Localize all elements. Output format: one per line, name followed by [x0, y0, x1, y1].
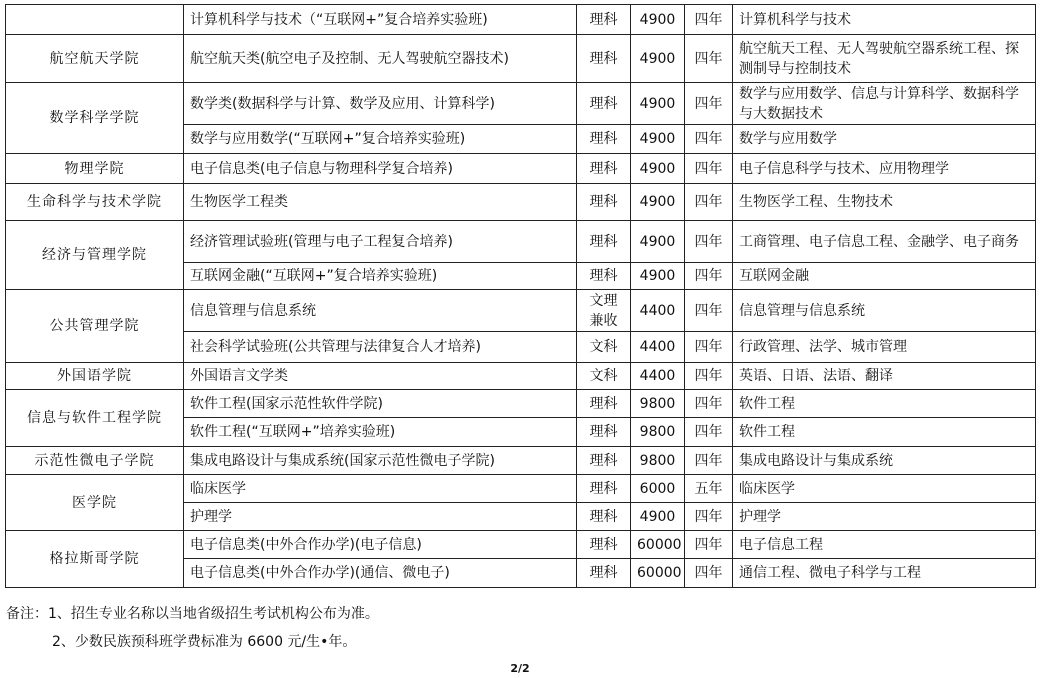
fee-cell: 4900 [631, 154, 685, 184]
table-row [6, 5, 1036, 35]
college-cell: 医学院 [6, 475, 184, 531]
target-majors-cell: 航空航天工程、无人驾驶航空器系统工程、探测制导与控制技术 [733, 35, 1036, 83]
subject-cell: 理科 [577, 531, 631, 559]
college-cell: 格拉斯哥学院 [6, 531, 184, 588]
duration-cell: 四年 [685, 35, 733, 83]
college-cell: 公共管理学院 [6, 290, 184, 363]
duration-cell: 四年 [685, 154, 733, 184]
subject-cell: 理科 [577, 559, 631, 588]
duration-cell: 四年 [685, 184, 733, 221]
college-cell: 生命科学与技术学院 [6, 184, 184, 221]
fee-cell: 60000 [631, 531, 685, 559]
duration-cell: 五年 [685, 475, 733, 503]
table-row [6, 221, 1036, 263]
table-row [6, 390, 1036, 418]
subject-cell: 理科 [577, 184, 631, 221]
majors-table [5, 4, 1036, 588]
college-cell: 外国语学院 [6, 363, 184, 390]
footnotes [6, 600, 379, 656]
subject-cell: 理科 [577, 503, 631, 531]
subject-cell: 文科 [577, 363, 631, 390]
major-cell: 数学与应用数学(“互联网+”复合培养实验班) [184, 125, 577, 154]
subject-cell: 理科 [577, 447, 631, 475]
table-row [6, 475, 1036, 503]
major-cell: 软件工程(国家示范性软件学院) [184, 390, 577, 418]
subject-cell: 理科 [577, 83, 631, 125]
footnote-line: 2、少数民族预科班学费标准为 6600 元/生•年。 [52, 634, 357, 650]
fee-cell: 6000 [631, 475, 685, 503]
major-cell: 数学类(数据科学与计算、数学及应用、计算科学) [184, 83, 577, 125]
subject-cell: 理科 [577, 390, 631, 418]
major-cell: 临床医学 [184, 475, 577, 503]
subject-cell: 文理兼收 [577, 290, 631, 332]
subject-cell: 理科 [577, 5, 631, 35]
major-cell: 集成电路设计与集成系统(国家示范性微电子学院) [184, 447, 577, 475]
major-cell: 航空航天类(航空电子及控制、无人驾驶航空器技术) [184, 35, 577, 83]
major-cell: 信息管理与信息系统 [184, 290, 577, 332]
table-row [6, 531, 1036, 559]
target-majors-cell: 信息管理与信息系统 [733, 290, 1036, 332]
page-number: 2/2 [510, 662, 530, 675]
target-majors-cell: 临床医学 [733, 475, 1036, 503]
table-row [6, 83, 1036, 125]
table-row [6, 35, 1036, 83]
duration-cell: 四年 [685, 503, 733, 531]
major-cell: 电子信息类(中外合作办学)(电子信息) [184, 531, 577, 559]
fee-cell: 4900 [631, 184, 685, 221]
target-majors-cell: 软件工程 [733, 418, 1036, 447]
major-cell: 互联网金融(“互联网+”复合培养实验班) [184, 263, 577, 290]
major-cell: 电子信息类(电子信息与物理科学复合培养) [184, 154, 577, 184]
table-row [6, 447, 1036, 475]
fee-cell: 4900 [631, 263, 685, 290]
target-majors-cell: 集成电路设计与集成系统 [733, 447, 1036, 475]
table-row [6, 154, 1036, 184]
fee-cell: 9800 [631, 418, 685, 447]
college-cell: 信息与软件工程学院 [6, 390, 184, 447]
major-cell: 生物医学工程类 [184, 184, 577, 221]
fee-cell: 4400 [631, 290, 685, 332]
target-majors-cell: 通信工程、微电子科学与工程 [733, 559, 1036, 588]
duration-cell: 四年 [685, 83, 733, 125]
major-cell: 电子信息类(中外合作办学)(通信、微电子) [184, 559, 577, 588]
target-majors-cell: 生物医学工程、生物技术 [733, 184, 1036, 221]
target-majors-cell: 电子信息工程 [733, 531, 1036, 559]
duration-cell: 四年 [685, 332, 733, 363]
major-cell: 护理学 [184, 503, 577, 531]
college-cell: 航空航天学院 [6, 35, 184, 83]
footnote-line: 备注：1、招生专业名称以当地省级招生考试机构公布为准。 [6, 606, 379, 622]
subject-cell: 理科 [577, 418, 631, 447]
duration-cell: 四年 [685, 418, 733, 447]
fee-cell: 4900 [631, 503, 685, 531]
college-cell: 数学科学学院 [6, 83, 184, 154]
fee-cell: 4900 [631, 83, 685, 125]
table-row [6, 363, 1036, 390]
major-cell: 软件工程(“互联网+”培养实验班) [184, 418, 577, 447]
subject-cell: 理科 [577, 221, 631, 263]
subject-cell: 文科 [577, 332, 631, 363]
target-majors-cell: 数学与应用数学 [733, 125, 1036, 154]
target-majors-cell: 电子信息科学与技术、应用物理学 [733, 154, 1036, 184]
major-cell: 外国语言文学类 [184, 363, 577, 390]
duration-cell: 四年 [685, 531, 733, 559]
college-cell: 物理学院 [6, 154, 184, 184]
subject-cell: 理科 [577, 35, 631, 83]
subject-cell: 理科 [577, 154, 631, 184]
fee-cell: 4900 [631, 35, 685, 83]
major-cell: 计算机科学与技术（“互联网+”复合培养实验班) [184, 5, 577, 35]
duration-cell: 四年 [685, 5, 733, 35]
fee-cell: 4900 [631, 125, 685, 154]
fee-cell: 4400 [631, 363, 685, 390]
fee-cell: 9800 [631, 390, 685, 418]
fee-cell: 4400 [631, 332, 685, 363]
target-majors-cell: 计算机科学与技术 [733, 5, 1036, 35]
target-majors-cell: 软件工程 [733, 390, 1036, 418]
college-cell: 示范性微电子学院 [6, 447, 184, 475]
fee-cell: 9800 [631, 447, 685, 475]
fee-cell: 60000 [631, 559, 685, 588]
target-majors-cell: 工商管理、电子信息工程、金融学、电子商务 [733, 221, 1036, 263]
major-cell: 经济管理试验班(管理与电子工程复合培养) [184, 221, 577, 263]
duration-cell: 四年 [685, 559, 733, 588]
duration-cell: 四年 [685, 221, 733, 263]
duration-cell: 四年 [685, 390, 733, 418]
duration-cell: 四年 [685, 290, 733, 332]
duration-cell: 四年 [685, 363, 733, 390]
target-majors-cell: 护理学 [733, 503, 1036, 531]
table-row [6, 290, 1036, 332]
target-majors-cell: 英语、日语、法语、翻译 [733, 363, 1036, 390]
fee-cell: 4900 [631, 5, 685, 35]
subject-cell: 理科 [577, 475, 631, 503]
duration-cell: 四年 [685, 263, 733, 290]
college-cell: 经济与管理学院 [6, 221, 184, 290]
college-cell [6, 5, 184, 35]
major-cell: 社会科学试验班(公共管理与法律复合人才培养) [184, 332, 577, 363]
fee-cell: 4900 [631, 221, 685, 263]
duration-cell: 四年 [685, 125, 733, 154]
subject-cell: 理科 [577, 263, 631, 290]
subject-cell: 理科 [577, 125, 631, 154]
target-majors-cell: 互联网金融 [733, 263, 1036, 290]
target-majors-cell: 行政管理、法学、城市管理 [733, 332, 1036, 363]
table-row [6, 184, 1036, 221]
target-majors-cell: 数学与应用数学、信息与计算科学、数据科学与大数据技术 [733, 83, 1036, 125]
duration-cell: 四年 [685, 447, 733, 475]
